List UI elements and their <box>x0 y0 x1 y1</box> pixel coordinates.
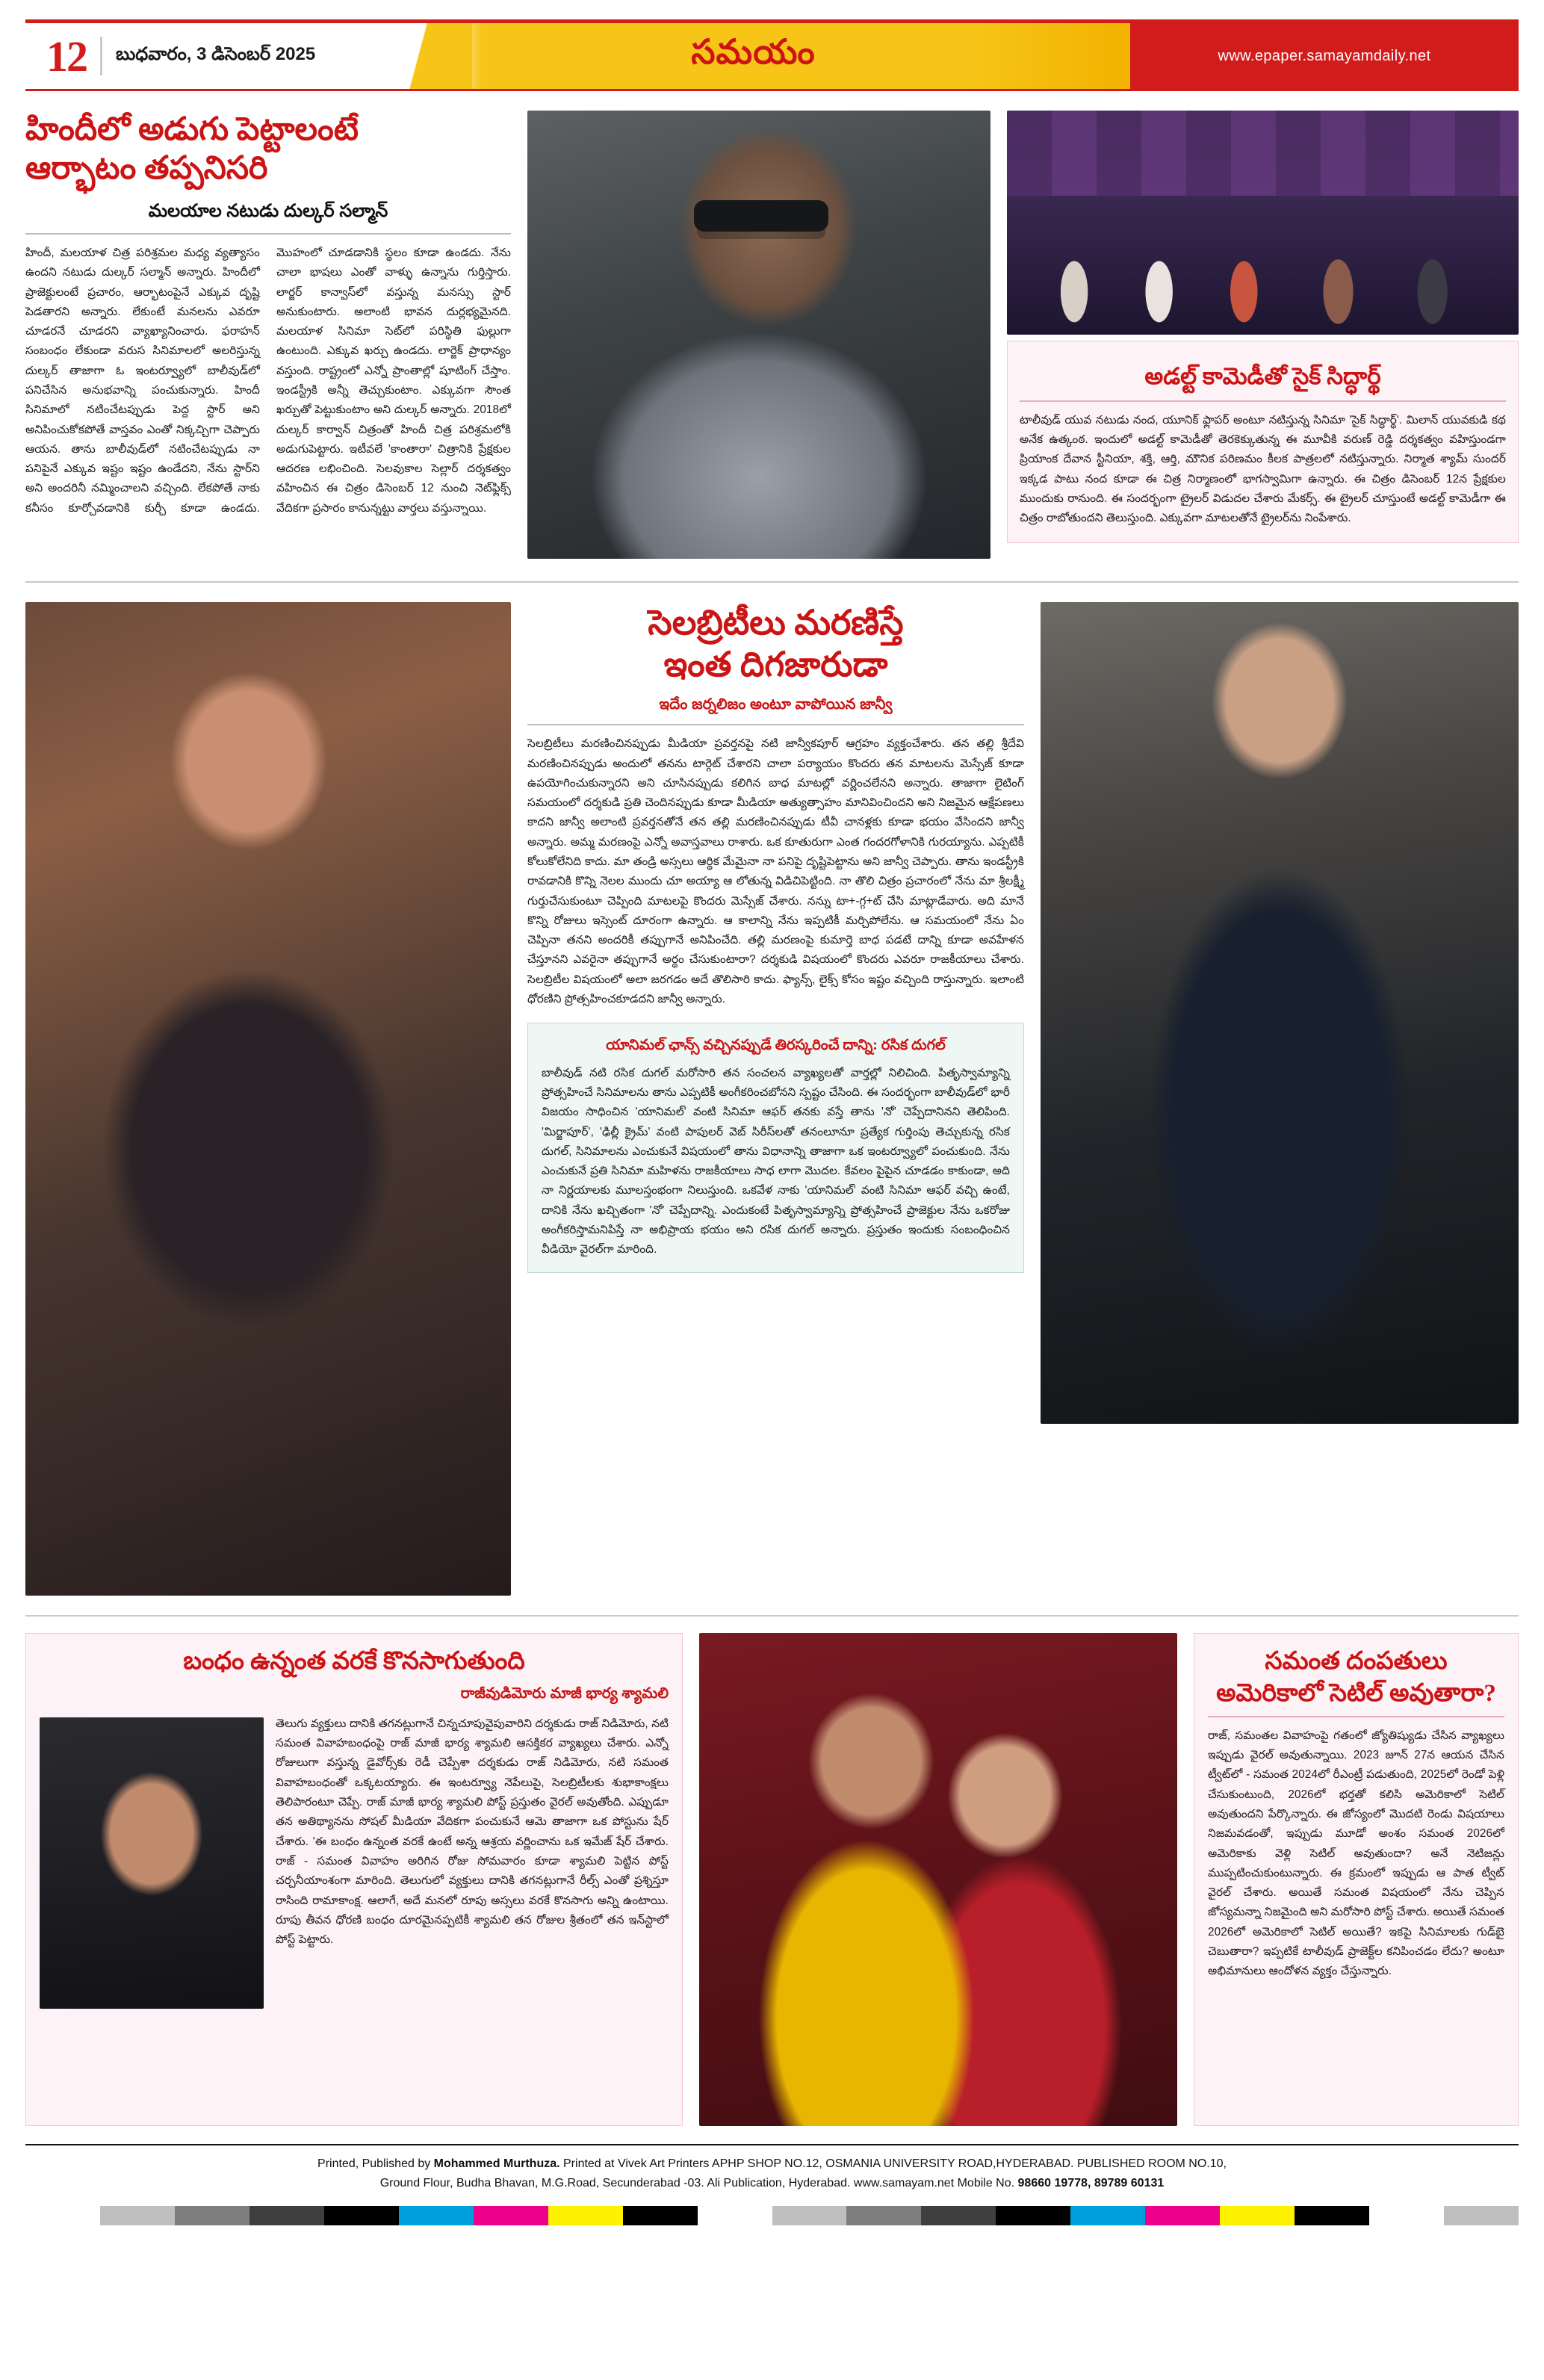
section-middle <box>25 581 1519 1596</box>
page-content <box>0 111 1544 2126</box>
footer-line-1 <box>25 2154 1519 2174</box>
color-swatch-3 <box>249 2206 324 2225</box>
photo-dulquer-salmaan <box>527 111 990 559</box>
color-swatch-0 <box>25 2206 100 2225</box>
rule <box>1208 1716 1504 1717</box>
color-swatch-8 <box>623 2206 698 2225</box>
rule <box>25 233 511 235</box>
color-swatch-10 <box>772 2206 847 2225</box>
color-swatch-9 <box>698 2206 772 2225</box>
photo-janhvi-kapoor <box>25 602 511 1596</box>
publication-date: బుధవారం, 3 డిసెంబర్ 2025 <box>116 43 316 64</box>
epaper-website-url[interactable]: www.epaper.samayamdaily.net <box>1130 23 1519 89</box>
page-number: 12 <box>46 31 87 81</box>
color-swatch-11 <box>846 2206 921 2225</box>
samantha-headline-line1: సమంత దంపతులు <box>1265 1648 1448 1675</box>
color-swatch-2 <box>175 2206 249 2225</box>
footer-line1-post: Printed at Vivek Art Printers APHP SHOP NO.12, OSMANIA UNIVERSITY ROAD,HYDERABAD. PUBLISHED ROOM NO.10, <box>559 2157 1227 2170</box>
page-footer <box>25 2144 1519 2192</box>
rule <box>1020 400 1506 402</box>
janhvi-headline-line2: ఇంత దిగజారుడా <box>663 645 888 684</box>
footer-line1-pre: Printed, Published by <box>317 2157 434 2170</box>
masthead-center <box>376 23 1130 89</box>
rule <box>527 724 1024 725</box>
footer-mobile-numbers: 98660 19778, 89789 60131 <box>1017 2176 1165 2190</box>
siddharth-text-box <box>1007 341 1519 543</box>
publisher-name: Mohammed Murthuza. <box>433 2157 560 2170</box>
color-swatch-15 <box>1145 2206 1220 2225</box>
color-swatch-6 <box>474 2206 548 2225</box>
photo-rasika-dugal <box>1041 602 1519 1424</box>
dulquer-body: హిందీ, మలయాళ చిత్ర పరిశ్రమల మధ్య వ్యత్యాసం ఉందని నటుడు దుల్కర్ సల్మాన్ అన్నారు. హిందీలో ప్రాజెక్టులంటే ప్రచారం, ఆర్భాటంపైనే ఎక్కువ దృష్టి పెడతారని అన్నారు. లేకుంటే మనలను ఎవరూ చూడరనే చూడరని వ్యాఖ్యానించారు. ఫరాహన్ సంబంధం లేకుండా వరుస సినిమాలలో అలరిస్తున్న దుల్కర్ తాజాగా ఓ ఇంటర్వ్యూలో బాలీవుడ్‌లో పనిచేసిన అనుభవాన్ని పంచుకున్నారు. హిందీ సినిమాలో నటించేటప్పుడు పెద్ద స్టార్ అని అనిపించుకోకపోతే వాస్తవం ఎంతో నిక్కచ్చిగా చెప్పారు ఆయన. తాను బాలీవుడ్‌లో నటించేటప్పుడు నా పనిపైనే ఎక్కువ ఇష్టం ఇష్టం ఉండేదని, నేను స్టార్‌ని అని అందరినీ నమ్మించాలని వచ్చింది. లేకపోతే నాకు కనీసం కూర్చోవడానికి కుర్చీ కూడా ఉండదు. మొహంలో చూడడానికి స్థలం కూడా ఉండదు. నేను చాలా భాషలు ఎంతో వాళ్ళు ఉన్నాను గుర్తిస్తారు. లార్జర్ కాన్వాస్‌లో వస్తున్న మనస్సు స్టార్ అనుకుంటారు. అలాంటి భావన దుర్లభ్యమైనది. మలయాళ సినిమా సెట్‌లో పరిస్థితి ఫుల్లుగా ఉంటుంది. ఎక్కువ ఖర్చు ఉండదు. లార్జెక్ ప్రాధాన్యం వస్తుంది. రాష్ట్రంలో ఎన్నో ప్రాంతాల్లో షూటింగ్ చేస్తాం. ఇండస్ట్రీకి అన్నీ తెచ్చుకుంటాం. ఎక్కువగా సౌంత ఖర్చుతో పెట్టుకుంటాం అని దుల్కర్ అన్నారు. 2018లో దుల్కర్ కార్వాన్ చిత్రంతో హిందీ చిత్ర పరిశ్రమలోకి అడుగుపెట్టారు. ఇటీవలే 'కాంతారా' చిత్రానికి ప్రేక్షకుల ఆదరణ లభించింది. సెలవుకాల సెల్లార్ దర్శకత్వం వహించిన ఈ చిత్రం డిసెంబర్ 12 నుంచి నెట్‌ఫ్లిక్స్ వేదికగా ప్రసారం కానున్నట్టు వార్తలు వస్తున్నాయి. <box>25 246 511 515</box>
print-color-calibration-bar <box>25 2206 1519 2225</box>
dulquer-photo-column <box>527 111 990 559</box>
story-shyamala <box>25 1633 683 2126</box>
color-swatch-12 <box>921 2206 996 2225</box>
story-dulquer <box>25 111 511 559</box>
janhvi-kicker: ఇదేం జర్నలిజం అంటూ వాపోయిన జాన్వీ <box>659 696 893 713</box>
color-swatch-1 <box>100 2206 175 2225</box>
photo-raj-samantha-wedding <box>699 1633 1177 2126</box>
rasika-photo-column <box>1041 602 1519 1596</box>
color-swatch-18 <box>1369 2206 1444 2225</box>
siddharth-headline: అడల్ట్ కామెడీతో సైక్ సిద్ధార్థ్ <box>1144 363 1381 389</box>
rasika-headline: యానిమల్ ఛాన్స్ వచ్చినప్పుడే తిరస్కరించే దాన్ని: రసిక దుగల్ <box>606 1038 946 1054</box>
section-top <box>25 111 1519 559</box>
color-swatch-19 <box>1444 2206 1519 2225</box>
rasika-body: బాలీవుడ్ నటి రసిక దుగల్ మరోసారి తన సంచలన వ్యాఖ్యలతో వార్తల్లో నిలిచింది. పితృస్వామ్యాన్ని ప్రోత్సహించే సినిమాలను తాను ఎప్పటికీ అంగీకరించబోనని స్పష్టం చేసింది. ఈ సందర్భంగా బాలీవుడ్‌లో భారీ విజయం సాధించిన 'యానిమల్' వంటి సినిమా ఆఫర్ తనకు వస్తే తాను 'నో' చెప్పేదానినని తెలిపింది. 'మిర్జాపూర్', 'ఢిల్లీ క్రైమ్' వంటి పాపులర్ వెబ్ సిరీస్‌లతో తనంలూనూ ప్రత్యేక గుర్తింపు తెచ్చుకున్న రసిక దుగల్, సినిమాలను ఎంచుకునే విషయంలో తాను విధానాన్ని తాజాగా ఒక ఇంటర్వ్యూలో పంచుకుంది. నేను ఎంచుకునే ప్రతి సినిమా మహిళను రాజకీయాలు సాధ లాగా మొదల. కేవలం పైపైన చూడడం కాకుండా, అది నా నిర్ణయాలకు మూలస్తంభంగా నిలుస్తుంది. ఒకవేళ నాకు 'యానిమల్' వంటి సినిమా ఆఫర్ వచ్చి ఉంటే, దానికి నేను ఖచ్చితంగా 'నో' చెప్పేదాన్ని. ఎందుకంటే పితృస్వామ్యాన్ని ప్రోత్సహించే ప్రాజెక్టుల నేను ఒకరోజు అంగీకరిస్తామనిపిస్తే నా అభిప్రాయ భయం అని రసిక దుగల్ అన్నారు. ప్రస్తుతం ఇందుకు సంబంధించిన వీడియో వైరల్‌గా మారింది. <box>542 1066 1010 1256</box>
story-siddharth <box>1007 111 1519 559</box>
color-swatch-4 <box>324 2206 399 2225</box>
couple-photo-column <box>699 1633 1177 2126</box>
footer-line-2 <box>25 2174 1519 2193</box>
dulquer-subhead: మలయాల నటుడు దుల్కర్ సల్మాన్ <box>148 200 388 221</box>
siddharth-body: టాలీవుడ్ యువ నటుడు నంద, యూనిక్ ఫ్లాపర్ అంటూ నటిస్తున్న సినిమా 'సైక్ సిద్ధార్థ్'. మిలాన్ యువకుడి కథ అనేక ఉత్కంఠ. ఇందులో అడల్ట్ కామెడీతో తెరకెక్కుతున్న ఈ మూవీకి వరుణ్ రెడ్డి దర్శకత్వం వహిస్తుండగా ప్రియాంక దేవాన స్టీనియా, శక్తి, ఆర్తి, మౌనిక పరిణమం కీలక పాత్రలలో నటిస్తున్నారు. నిర్మాత శ్యామ్ సుందర్ ఇక్కడ పాటు నంద కూడా ఈ చిత్ర నిర్మాణంలో భాగస్వామిగా ఉన్నారు. ఈ చిత్రం డిసెంబర్ 12న ప్రేక్షకుల ముందుకు రానుంది. ఈ సందర్భంగా ట్రైలర్ విడుదల చేశారు మేకర్స్. ఈ ట్రైలర్ చూస్తుంటే అడల్ట్ కామెడీగా ఈ చిత్రం రాబోతుందని తెలుస్తుంది. ఎక్కువగా మాటలతోనే ట్రైలర్‌ను నింపేశారు. <box>1020 413 1506 525</box>
footer-line2-text: Ground Flour, Budha Bhavan, M.G.Road, Secunderabad -03. Ali Publication, Hyderabad. www.samayam.net Mobile No. <box>379 2176 1018 2190</box>
masthead-divider <box>100 37 102 75</box>
section-bottom <box>25 1615 1519 2126</box>
photo-trailer-launch-event <box>1007 111 1519 335</box>
story-rasika <box>527 1023 1024 1272</box>
janhvi-photo-column <box>25 602 511 1596</box>
newspaper-page <box>0 19 1544 2380</box>
dulquer-headline-line1: హిందీలో అడుగు పెట్టాలంటే <box>25 112 359 147</box>
color-swatch-14 <box>1070 2206 1145 2225</box>
shyamala-subhead: రాజీవుడిమోరు మాజీ భార్య శ్యామలి <box>460 1685 669 1702</box>
masthead-left <box>25 23 376 89</box>
color-swatch-13 <box>996 2206 1070 2225</box>
color-swatch-5 <box>399 2206 474 2225</box>
samantha-headline-line2: అమెరికాలో సెటిల్ అవుతారా? <box>1216 1679 1496 1707</box>
color-swatch-16 <box>1220 2206 1295 2225</box>
janhvi-body: సెలబ్రిటీలు మరణించినప్పుడు మీడియా ప్రవర్తనపై నటి జాన్వీకపూర్ ఆగ్రహం వ్యక్తంచేశారు. తన తల్లి శ్రీదేవి మరణించినప్పుడు అందులో తనను టార్గెట్ చేశారని చాలా పర్యాయం కొందరు తన మాటలను మెస్సేజ్ కూడా ఉపయోగించుకున్నారని అని చూసినప్పుడు కలిగిన బాధ మాటల్లో వర్ణించలేనని అన్నారు. తాజాగా లైటింగ్ సమయంలో దర్శకుడి ప్రతి చెందినప్పుడు కూడా మీడియా అత్యుత్సాహం మానివించిందని అని నిజమైన ఆక్షేపణలు కాదని జాన్వీ అలాంటి ప్రవర్తనతోనే తన తల్లి మరణించినప్పుడు టీవీ చానళ్లకు కూడా భయం వేసిందని జాన్వీ అన్నారు. అమ్మ మరణంపై ఎన్నో అవాస్తవాలు రాశారు. ఒక కూతురుగా ఎంత గందరగోళానికి గురయ్యాను. ఎప్పటికీ కోలుకోలేనిది కాదు. మా తండ్రి అస్సలు ఆర్థిక మేమైనా నా పనిపై దృష్టిపెట్టాను అని జాన్వీ చెప్పారు. తాను ఇండస్ట్రీకి రావడానికి కొన్ని నెలల ముందు చూ అయ్యా ఆ లోతున్న విడిచిపెట్టింది. నా తొలి చిత్రం ప్రచారంలో నేను మా శ్రీలక్ష్మీ గుర్తుచేసుకుంటూ చెప్పింది మాటలపై కొందరు మెస్సేజ్ చేశారు. నన్ను టా+-గ్గ+ట్ చేసి మాట్లాడేవారు. అది మానే కొన్ని రోజులు ఇస్సెంట్ దూరంగా ఉన్నారు. ఆ కాలాన్ని నేను ఇప్పటికీ మర్చిపోలేను. ఆ సమయంలో నేను ఏం చెప్పినా తనని అందరికీ తప్పుగానే అనిపించేది. తల్లి మరణంపై కుమార్తె బాధ పడటే దాన్ని కూడా అవహేళన చేస్తూనని ఎవరైనా తప్పుగానే అర్థం చేసుకుంటారా? దర్శకుడి విషయంలో కొందరు ఎవరూ రాజకీయాలు చేశారు. సెలబ్రిటీల విషయంలో అలా జరగడం అదే తొలిసారి కాదు. ఫ్యాన్స్, లైక్స్ కోసం ఇష్టం వచ్చింది రాస్తున్నారు. ఇలాంటి ధోరణిని ప్రోత్సహించకూడదని జాన్వీ అన్నారు. <box>527 737 1024 1006</box>
newspaper-title: సమయం <box>691 32 816 71</box>
story-samantha <box>1194 1633 1519 2126</box>
masthead <box>25 19 1519 91</box>
shyamala-headline: బంధం ఉన్నంత వరకే కొనసాగుతుంది <box>183 1648 525 1675</box>
janhvi-headline-line1: సెలబ్రిటీలు మరణిస్తే <box>648 604 904 642</box>
photo-shyamala <box>40 1717 264 2009</box>
color-swatch-17 <box>1295 2206 1369 2225</box>
samantha-body: రాజ్, సమంతల వివాహంపై గతంలో జ్యోతిష్యుడు చేసిన వ్యాఖ్యలు ఇప్పుడు వైరల్ అవుతున్నాయి. 2023 జూన్ 27న ఆయన చేసిన ట్వీట్‌లో - సమంత 2024లో రీఎంట్రీ పడుతుంది, 2025లో రెండో పెళ్లి చేసుకుంటుంది, 2026లో భర్తతో కలిసి అమెరికాలో సెటిల్ అవుతుందని పేర్కొన్నారు. ఈ జోస్యంలో మొదటి రెండు విషయాలు నిజమవడంతో, ఇప్పుడు మూడో అంశం సమంత 2026లో అమెరికాకు వెళ్లి సెటిల్ అవుతుందా? అనే నెటిజన్లు ముప్పటించుకుంటున్నారు. ఈ క్రమంలో ఇప్పుడు ఆ పాత ట్వీట్ వైరల్ చేశారు. అయితే సమంత విషయంలో నేను చెప్పిన జోస్యమన్నా నిజమైంది అని మరోసారి పోస్ట్ చేశారు. అయితే సమంత 2026లో అమెరికాలో సెటిల్ అయితే? ఇకపై సినిమాలకు గుడ్‌బై చెబుతారా? ఇప్పటికే టాలీవుడ్ ప్రాజెక్ట్‌ల కనిపించడం లేదు? అంటూ అభిమానులు ఆందోళన వ్యక్తం చేస్తున్నారు. <box>1208 1729 1504 1978</box>
dulquer-headline-line2: ఆర్భాటం తప్పనిసరి <box>25 151 268 187</box>
color-swatch-7 <box>548 2206 623 2225</box>
story-janhvi <box>527 602 1024 1596</box>
shyamala-body: తెలుగు వ్యక్తులు దానికి తగనట్లుగానే చిన్నచూపువైపువారిని దర్శకుడు రాజ్ నిడిమోరు, నటి సమంత వివాహబంధంపై రాజ్ మాజీ భార్య శ్యామలి ఆసక్తికర వ్యాఖ్యలు చేశారు. ఎన్నో రోజులుగా వస్తున్న డైవోర్స్‌కు రెడీ చెప్పేశా దర్శకుడు రాజ్ నిడిమోరు, నటి సమంత వివాహబంధంతో ఒక్కటయ్యారు. ఈ ఇంటర్వ్యూ నెపేలుపై, సెలబ్రిటీలకు శుభాకాంక్షలు తెలిపారంటూ చెప్పే. రాజ్ మాజీ భార్య శ్యామలి పోస్ట్ ప్రస్తుతం వైరల్ అవుతోంది. ఎప్పుడూ తన అతిథ్యానను సోషల్ మీడియా వేదికగా పంచుకునే ఆమె తాజాగా ఒక పోస్టును షేర్ చేశారు. 'ఈ బంధం ఉన్నంత వరకే ఉంటే అన్న ఆశ్రయ వర్ణించాను ఒక ఇమేజ్ షేర్ చేశారు. రాజ్ - సమంత వివాహం అరిగిన రోజు సోమవారం కూడా శ్యామలి పెట్టిన పోస్ట్ చర్చనీయాంశంగా మారింది. తెలుగులో వ్యక్తులు దానికి తగనట్లుగానే రీల్స్ ఎంతో ప్రశ్నిస్తూ రాసింది రామాకాంక్ష. ఆలాగే, అదే మనలో రూపు అస్సలు వరకే కొనసాగు అన్ని ఉంటాయి. రూపు తీవన ధోరణి బంధం దూరమైనప్పటికీ శ్యామలి తన రోజుల శ్రీతంలో తన ఇన్‌స్టాలో పోస్ట్ పెట్టారు. <box>276 1717 669 1947</box>
